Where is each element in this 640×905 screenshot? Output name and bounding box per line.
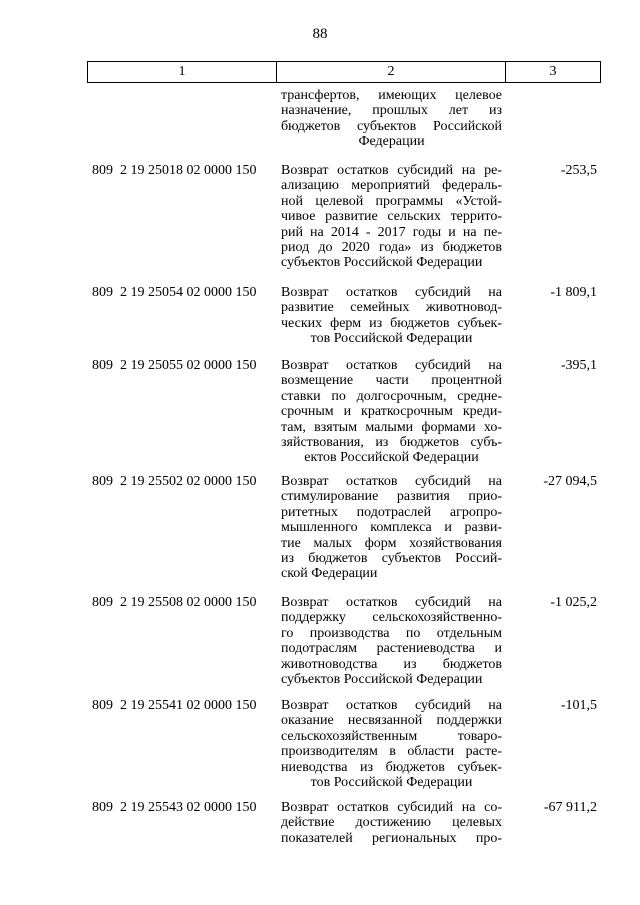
budget-code: 809 2 19 25055 02 0000 150 xyxy=(92,358,257,373)
row-description xyxy=(281,474,502,582)
description-line: ставки по долгосрочным, средне- xyxy=(281,388,502,404)
description-line: тов Российской Федерации xyxy=(310,331,473,347)
row-description xyxy=(281,358,502,466)
description-line: Возврат остатков субсидий на xyxy=(281,595,502,610)
table-row xyxy=(87,88,601,167)
header-column-3: 3 xyxy=(549,64,557,79)
description-line: оказание несвязанной поддержки xyxy=(281,713,502,729)
description-line: чивое развитие сельских террито- xyxy=(281,209,502,225)
description-line: бюджетов субъектов Российской xyxy=(281,118,502,134)
description-line: назначение, прошлых лет из xyxy=(281,103,502,119)
table-row xyxy=(87,595,601,698)
description-line: подотраслям растениеводства и xyxy=(281,641,502,657)
budget-code: 809 2 19 25508 02 0000 150 xyxy=(92,595,257,610)
description-line: из бюджетов субъектов Россий- xyxy=(281,551,502,567)
table-row xyxy=(87,800,601,850)
description-line: Федерации xyxy=(358,134,425,150)
description-line: тие малых форм хозяйствования xyxy=(281,535,502,551)
description-line: Возврат остатков субсидий на xyxy=(281,474,502,489)
description-line: производителям в области расте- xyxy=(281,744,502,760)
description-line: ритетных подотраслей агропро- xyxy=(281,504,502,520)
table-row xyxy=(87,474,601,595)
amount: -27 094,5 xyxy=(543,474,597,489)
description-line: показателей региональных про- xyxy=(281,830,502,846)
budget-code: 809 2 19 25541 02 0000 150 xyxy=(92,698,257,713)
budget-code: 809 2 19 25502 02 0000 150 xyxy=(92,474,257,489)
budget-code: 809 2 19 25054 02 0000 150 xyxy=(92,285,257,300)
table-row xyxy=(87,358,601,474)
description-line: Возврат остатков субсидий на xyxy=(281,698,502,713)
row-description xyxy=(281,163,502,271)
table-row xyxy=(87,698,601,800)
description-line: риод до 2020 года» из бюджетов xyxy=(281,240,502,256)
header-column-1: 1 xyxy=(88,62,277,82)
amount: -1 025,2 xyxy=(550,595,597,610)
description-line: ной целевой программы «Устой- xyxy=(281,193,502,209)
table-row xyxy=(87,285,601,358)
description-line: мышленного комплекса и разви- xyxy=(281,520,502,536)
table-row xyxy=(87,163,601,285)
description-line: Возврат остатков субсидий на xyxy=(281,358,502,373)
description-line: го производства по отдельным xyxy=(281,625,502,641)
description-line: там, взятым малыми формами хо- xyxy=(281,419,502,435)
description-line: ниеводства из бюджетов субъек- xyxy=(281,759,502,775)
description-line: ской Федерации xyxy=(281,566,378,582)
description-line: возмещение части процентной xyxy=(281,373,502,389)
description-line: ческих ферм из бюджетов субъек- xyxy=(281,315,502,331)
description-line: субъектов Российской Федерации xyxy=(281,255,483,271)
description-line: ектов Российской Федерации xyxy=(304,450,479,466)
description-line: развитие семейных животновод- xyxy=(281,300,502,316)
budget-code: 809 2 19 25543 02 0000 150 xyxy=(92,800,257,815)
amount: -101,5 xyxy=(560,698,597,713)
description-line: зяйствования, из бюджетов субъ- xyxy=(281,435,502,451)
description-line: действие достижению целевых xyxy=(281,815,502,831)
row-description xyxy=(281,595,502,687)
description-line: Возврат остатков субсидий на ре- xyxy=(281,163,502,178)
amount: -253,5 xyxy=(560,163,597,178)
description-line: трансфертов, имеющих целевое xyxy=(281,88,502,103)
description-line: срочным и краткосрочным креди- xyxy=(281,404,502,420)
description-line: ализацию мероприятий федераль- xyxy=(281,178,502,194)
amount: -67 911,2 xyxy=(543,800,597,815)
description-line: Возврат остатков субсидий на xyxy=(281,285,502,300)
description-line: субъектов Российской Федерации xyxy=(281,672,483,688)
description-line: животноводства из бюджетов xyxy=(281,656,502,672)
description-line: тов Российской Федерации xyxy=(310,775,473,791)
page-number: 88 xyxy=(312,26,328,42)
description-line: поддержку сельскохозяйственно- xyxy=(281,610,502,626)
description-line: стимулирование развития прио- xyxy=(281,489,502,505)
header-column-2: 2 xyxy=(277,62,506,82)
table-body xyxy=(87,88,601,854)
amount: -1 809,1 xyxy=(550,285,597,300)
description-line: сельскохозяйственным товаро- xyxy=(281,728,502,744)
budget-code: 809 2 19 25018 02 0000 150 xyxy=(92,163,257,178)
row-description xyxy=(281,285,502,347)
amount: -395,1 xyxy=(560,358,597,373)
table-header xyxy=(87,61,601,83)
row-description xyxy=(281,88,502,150)
description-line: рий на 2014 - 2017 годы и на пе- xyxy=(281,224,502,240)
row-description xyxy=(281,698,502,790)
description-line: Возврат остатков субсидий на со- xyxy=(281,800,502,815)
row-description xyxy=(281,800,502,846)
